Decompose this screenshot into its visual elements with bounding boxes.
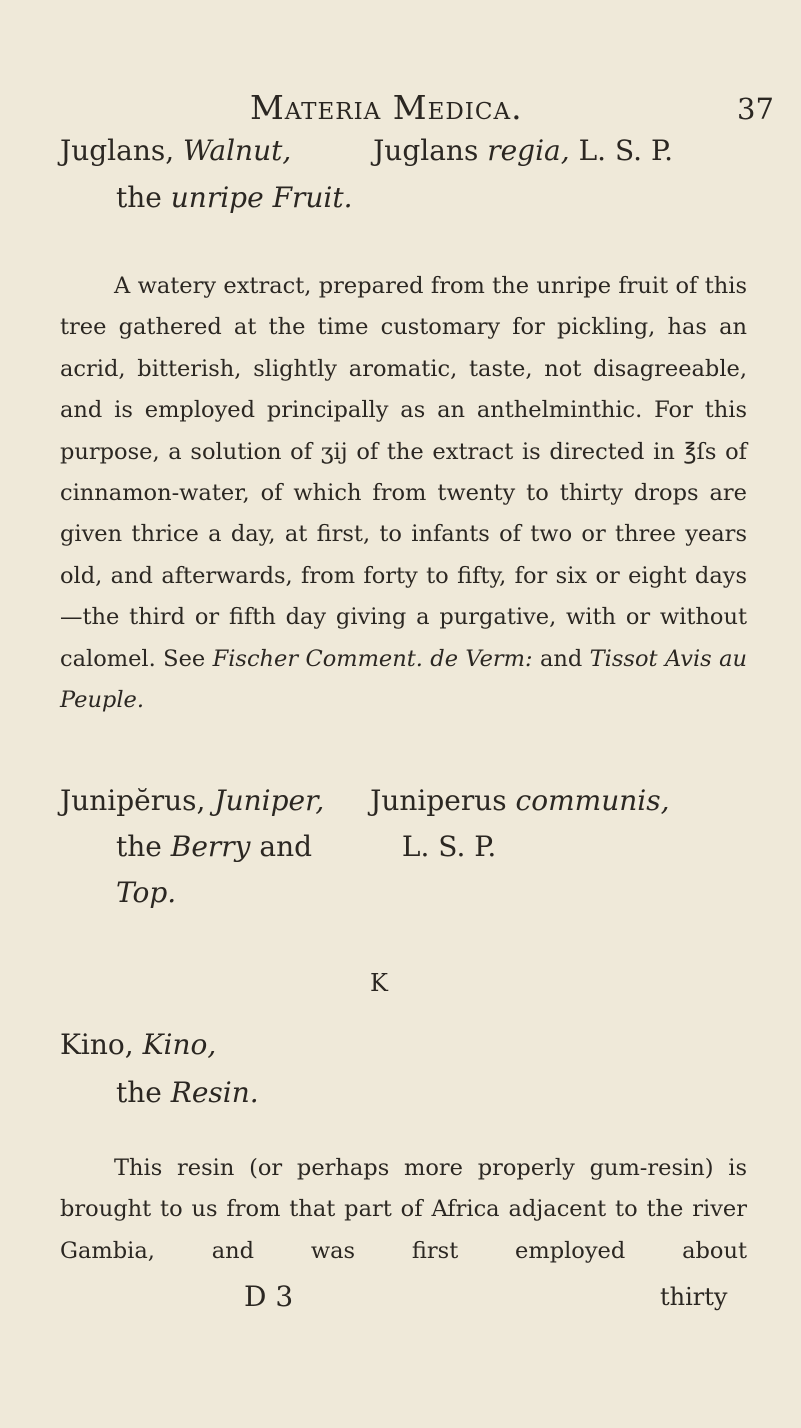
authority: L. S. P. — [401, 830, 497, 863]
entry-subheading-kino — [116, 1076, 259, 1109]
heading-prefix: the — [116, 181, 162, 214]
catchword: thirty — [660, 1283, 728, 1311]
linnaean-species: regia, — [487, 134, 570, 167]
entry-paragraph-juglans — [60, 266, 747, 721]
entry-heading-kino — [60, 1028, 216, 1061]
entry-subheading-juniperus-2: Top. — [116, 876, 177, 909]
entry-name: Junipĕrus, — [60, 784, 206, 817]
entry-name: Juglans, — [60, 134, 175, 167]
reference — [60, 646, 747, 713]
paragraph-text: A watery extract, prepared from the unripe fruit of this tree gathered at the time customary for pickling, has an acrid, bitterish, slightly aromatic, taste, not disagreeable, and is employed principally as an anthelminthic. For this purpose, a solution of ʒij of the extract is directed in ℥ſs of cinnamon-water, of which from twenty to thirty drops are given thrice a day, at first, to infants of two or three years old, and afterwards, from forty to fifty, for six or eight days—the third or fifth day giving a purgative, with or without calomel. — [60, 273, 747, 672]
entry-paragraph-kino: This resin (or perhaps more properly gum-resin) is brought to us from that part of Africa adjacent to the river Gambia, and was first employed about — [60, 1155, 747, 1264]
signature-mark: D 3 — [244, 1280, 294, 1313]
entry-name: Kino, — [60, 1028, 134, 1061]
section-letter: K — [370, 969, 388, 997]
heading-prefix: the — [116, 1076, 162, 1109]
see-word: See — [163, 645, 206, 672]
english-name: Kino, — [142, 1028, 217, 1061]
authority: L. S. P. — [578, 134, 674, 167]
plant-part: Berry — [170, 830, 251, 863]
linnaean-species: communis, — [515, 784, 670, 817]
entry-heading-juniperus — [60, 784, 669, 817]
english-name: Juniper, — [214, 784, 325, 817]
plant-part: unripe Fruit. — [170, 181, 353, 214]
and-word: and — [259, 830, 313, 863]
running-title: Materia Medica. — [250, 88, 523, 127]
linnaean-genus: Juniperus — [370, 784, 507, 817]
reference-work-2: Tissot Avis au Peuple. — [60, 645, 748, 714]
page-number: 37 — [737, 92, 774, 126]
entry-subheading-juniperus — [116, 830, 496, 863]
plant-part: Resin. — [170, 1076, 259, 1109]
reference-work-1: Fischer Comment. de Verm: — [212, 645, 533, 672]
entry-subheading-juglans — [116, 181, 353, 214]
and-word: and — [539, 645, 583, 672]
english-name: Walnut, — [183, 134, 292, 167]
linnaean-genus: Juglans — [373, 134, 479, 167]
entry-heading-juglans — [60, 134, 673, 167]
heading-prefix: the — [116, 830, 162, 863]
